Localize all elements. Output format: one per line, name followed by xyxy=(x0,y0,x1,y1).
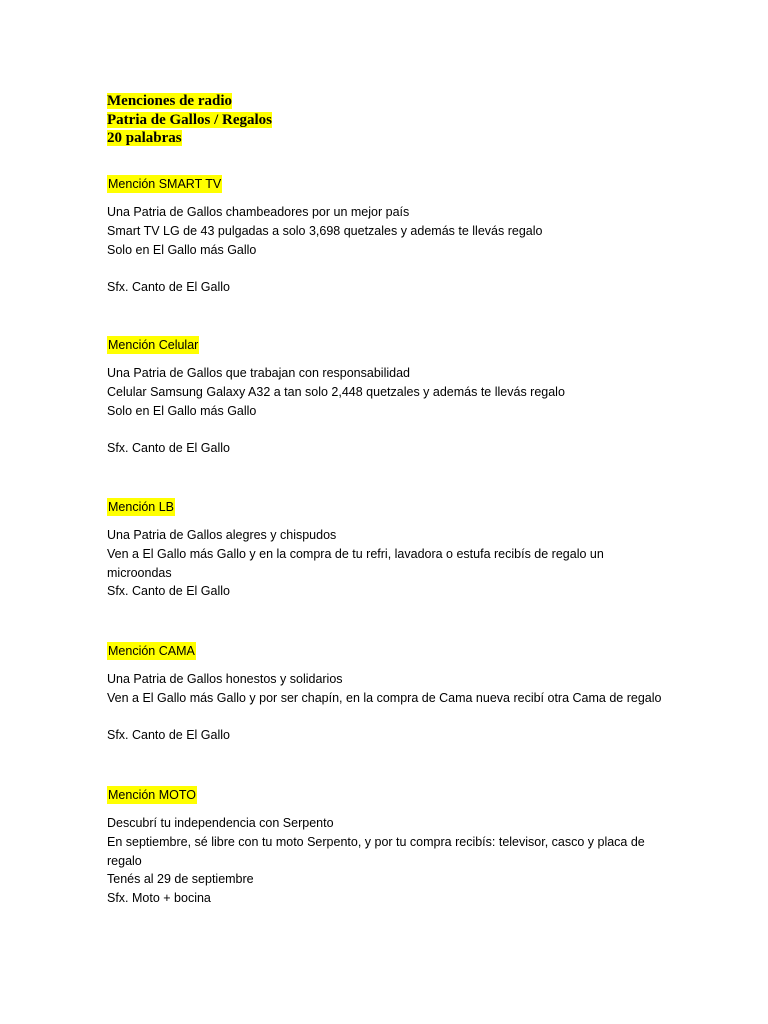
section-body xyxy=(107,203,707,297)
body-line: Una Patria de Gallos chambeadores por un mejor país xyxy=(107,205,410,219)
body-line: Una Patria de Gallos honestos y solidarios xyxy=(107,672,343,686)
section-smart-tv xyxy=(107,175,707,297)
section-title: Mención LB xyxy=(108,500,175,514)
section-moto xyxy=(107,786,707,908)
section-body xyxy=(107,364,707,458)
sfx-line: Sfx. Moto + bocina xyxy=(107,891,211,906)
section-title: Mención Celular xyxy=(108,338,199,352)
body-line: Descubrí tu independencia con Serpento xyxy=(107,816,334,830)
section-title: Mención CAMA xyxy=(108,644,195,658)
sfx-line: Sfx. Canto de El Gallo xyxy=(107,728,230,743)
document-page xyxy=(107,92,707,906)
body-line: Ven a El Gallo más Gallo y por ser chapín, en la compra de Cama nueva recibí otra Cama de regalo xyxy=(107,690,662,705)
body-line: Solo en El Gallo más Gallo xyxy=(107,242,257,257)
header-subtitle: Patria de Gallos / Regalos xyxy=(107,111,272,128)
sfx-line: Sfx. Canto de El Gallo xyxy=(107,584,230,599)
blank-line xyxy=(107,420,707,439)
section-lb xyxy=(107,498,707,601)
body-line: Tenés al 29 de septiembre xyxy=(107,872,254,887)
body-line: Solo en El Gallo más Gallo xyxy=(107,403,257,418)
document-header xyxy=(107,92,707,148)
blank-line xyxy=(107,708,707,727)
body-line: Una Patria de Gallos alegres y chispudos xyxy=(107,528,337,542)
body-line: Smart TV LG de 43 pulgadas a solo 3,698 quetzales y además te llevás regalo xyxy=(107,223,543,238)
blank-line xyxy=(107,259,707,278)
section-body xyxy=(107,670,707,745)
header-title: Menciones de radio xyxy=(107,93,232,109)
section-title: Mención MOTO xyxy=(108,788,196,802)
body-line: Celular Samsung Galaxy A32 a tan solo 2,448 quetzales y además te llevás regalo xyxy=(107,384,565,399)
sfx-line: Sfx. Canto de El Gallo xyxy=(107,280,230,295)
body-line: Ven a El Gallo más Gallo y en la compra de tu refri, lavadora o estufa recibís de regalo un xyxy=(107,546,604,561)
section-title: Mención SMART TV xyxy=(108,177,222,191)
section-body xyxy=(107,814,707,908)
sfx-line: Sfx. Canto de El Gallo xyxy=(107,441,230,456)
header-word-count: 20 palabras xyxy=(107,130,182,146)
body-line: En septiembre, sé libre con tu moto Serpento, y por tu compra recibís: televisor, casco y placa de xyxy=(107,834,645,849)
section-cama xyxy=(107,642,707,745)
body-line: regalo xyxy=(107,853,142,868)
body-line: Una Patria de Gallos que trabajan con responsabilidad xyxy=(107,366,410,380)
section-celular xyxy=(107,336,707,458)
body-line: microondas xyxy=(107,565,172,580)
section-body xyxy=(107,526,707,601)
